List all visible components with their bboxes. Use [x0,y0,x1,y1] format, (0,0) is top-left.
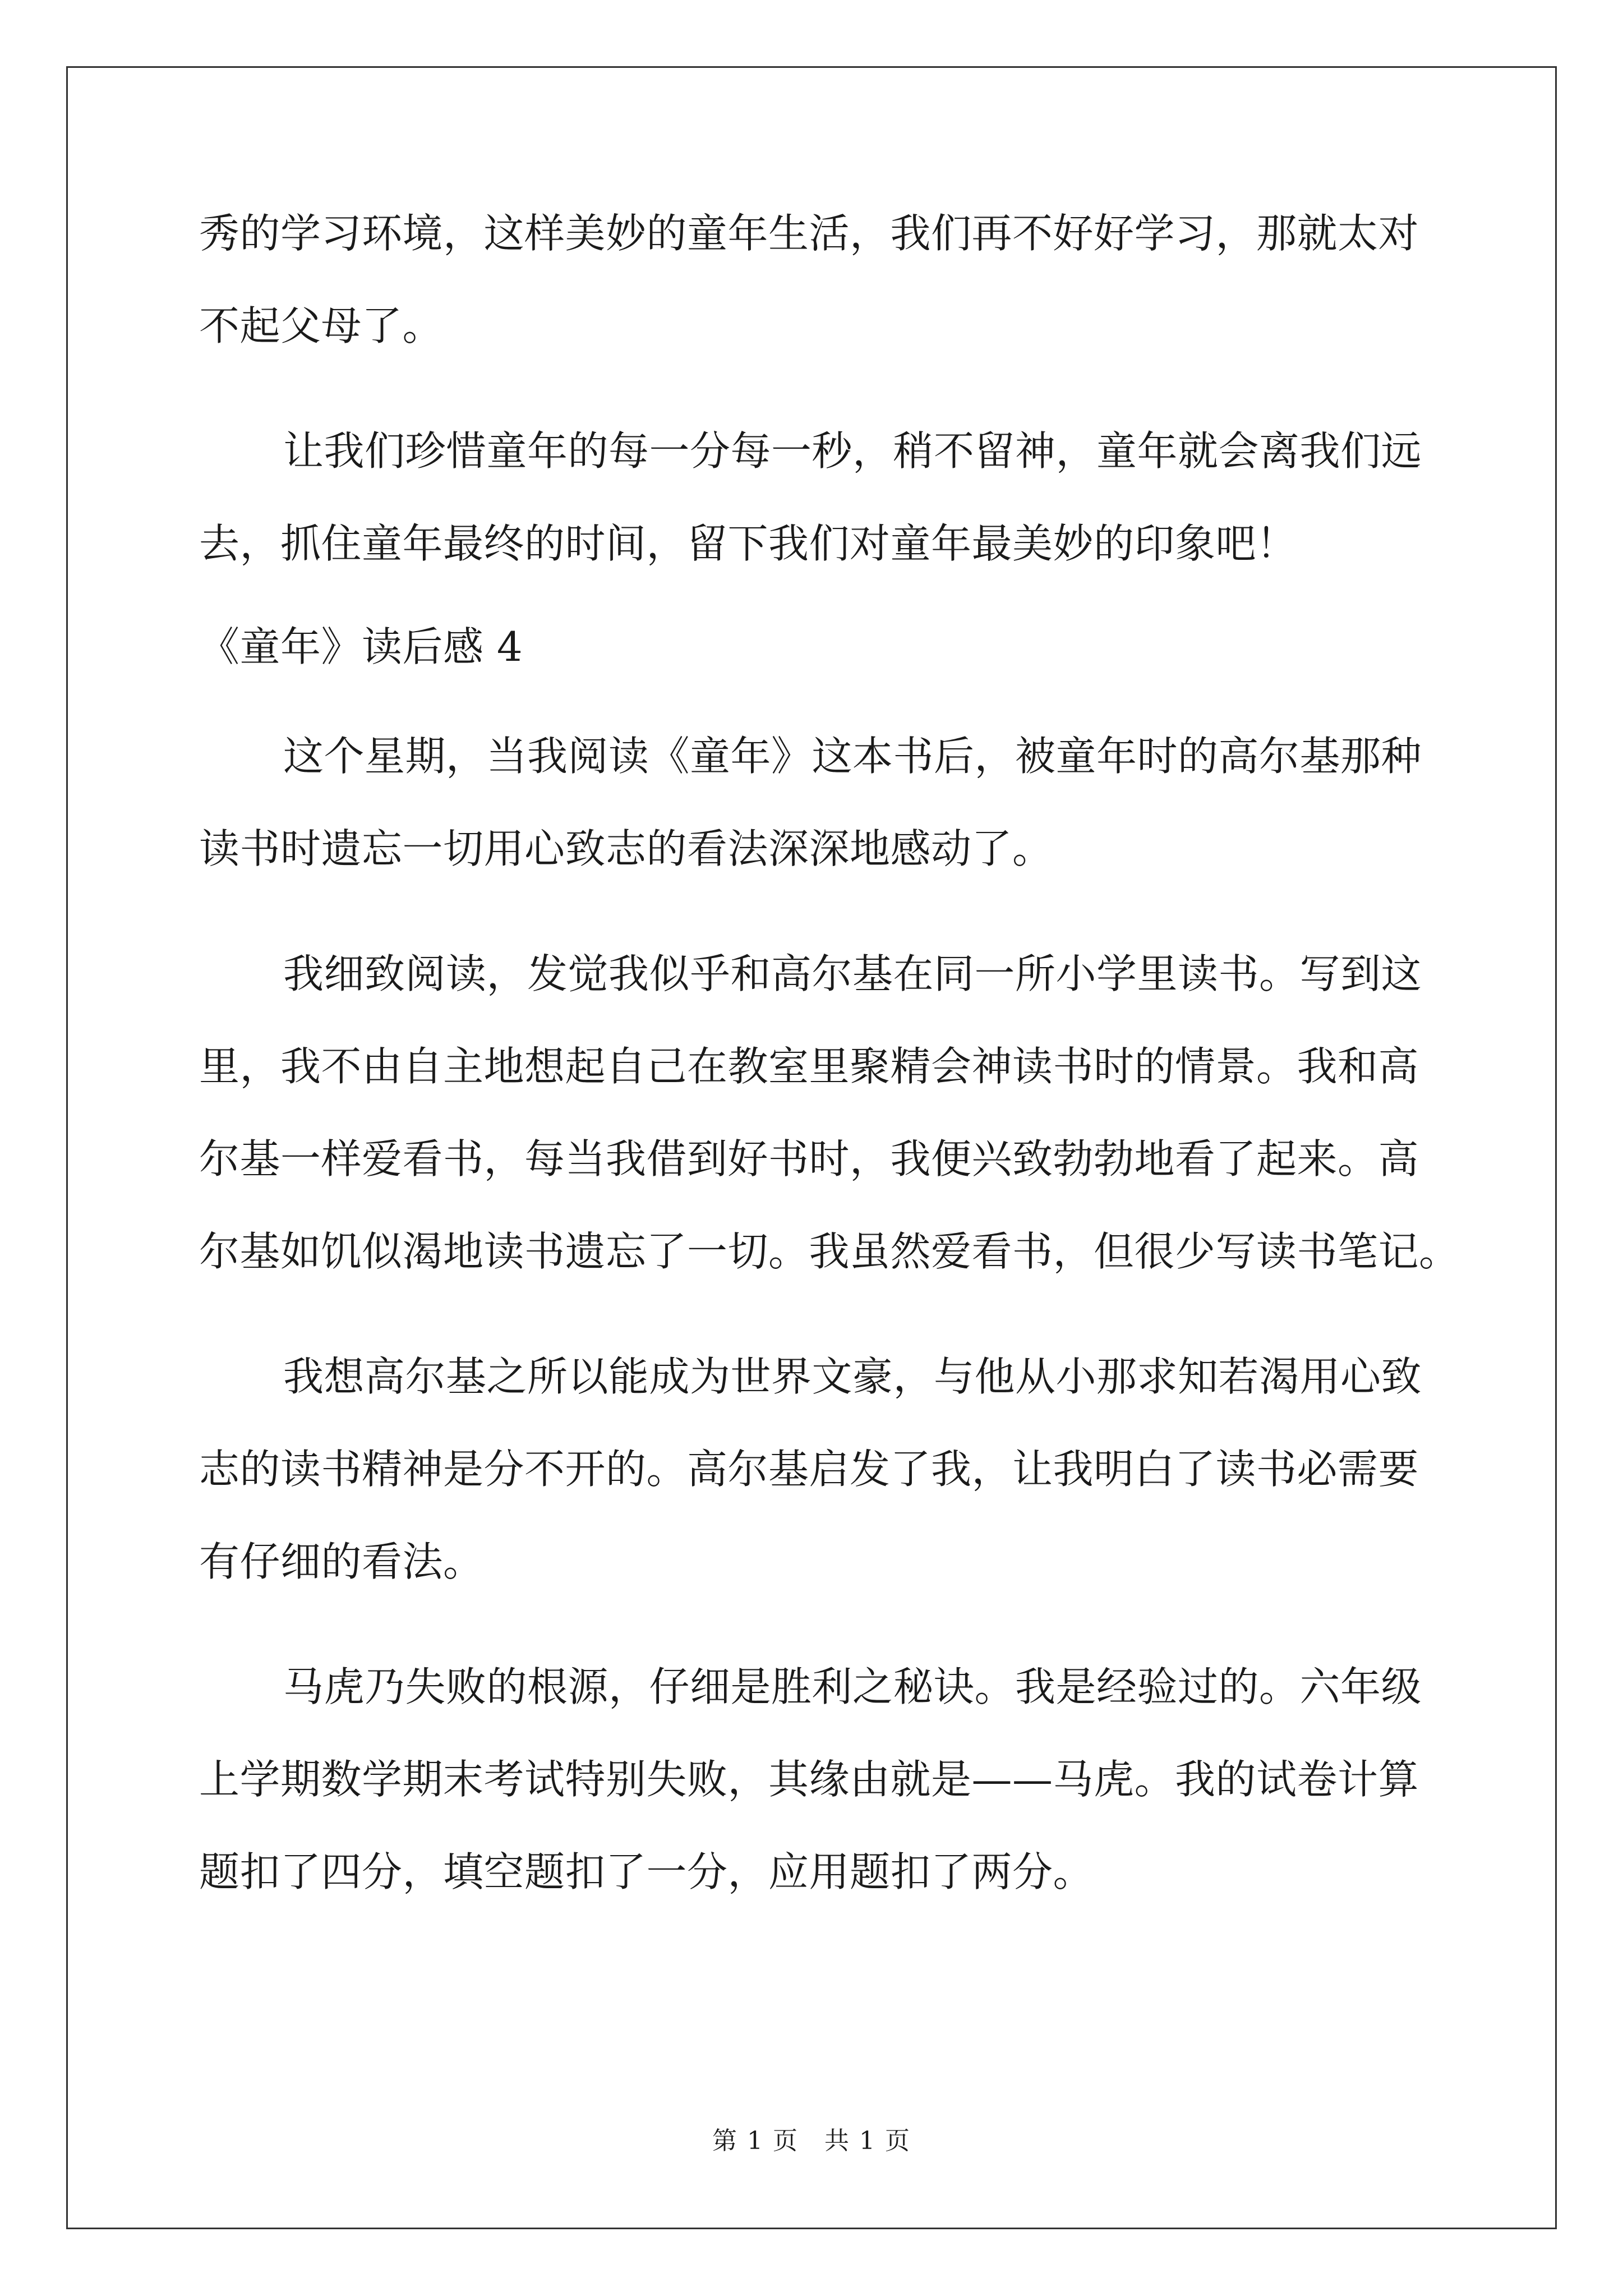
paragraph-line: 这个星期，当我阅读《童年》这本书后，被童年时的高尔基那种 [283,733,1422,780]
paragraph-line: 上学期数学期末考试特别失败，其缘由就是——马虎。我的试卷计算 [199,1756,1419,1803]
paragraph-line: 题扣了四分，填空题扣了一分，应用题扣了两分。 [199,1848,1094,1895]
paragraph-line: 去，抓住童年最终的时间，留下我们对童年最美妙的印象吧！ [199,520,1297,567]
paragraph-line: 不起父母了。 [199,302,444,349]
paragraph-line: 有仔细的看法。 [199,1538,484,1585]
paragraph-line: 里，我不由自主地想起自己在教室里聚精会神读书时的情景。我和高 [199,1043,1419,1090]
paragraph-line: 尔基如饥似渴地读书遗忘了一切。我虽然爱看书，但很少写读书笔记。 [199,1228,1460,1275]
paragraph-line: 我想高尔基之所以能成为世界文豪，与他从小那求知若渴用心致 [283,1353,1422,1400]
paragraph-line: 马虎乃失败的根源，仔细是胜利之秘诀。我是经验过的。六年级 [283,1663,1422,1710]
paragraph-line: 秀的学习环境，这样美妙的童年生活，我们再不好好学习，那就太对 [199,210,1419,257]
paragraph-line: 尔基一样爱看书，每当我借到好书时，我便兴致勃勃地看了起来。高 [199,1135,1419,1182]
paragraph-line: 让我们珍惜童年的每一分每一秒，稍不留神，童年就会离我们远 [283,427,1422,475]
section-heading: 《童年》读后感 4 [199,623,523,670]
paragraph-line: 志的读书精神是分不开的。高尔基启发了我，让我明白了读书必需要 [199,1446,1419,1493]
paragraph-line: 我细致阅读，发觉我似乎和高尔基在同一所小学里读书。写到这 [283,950,1422,997]
page-footer: 第 1 页 共 1 页 [712,2127,911,2155]
paragraph-line: 读书时遗忘一切用心致志的看法深深地感动了。 [199,825,1053,872]
